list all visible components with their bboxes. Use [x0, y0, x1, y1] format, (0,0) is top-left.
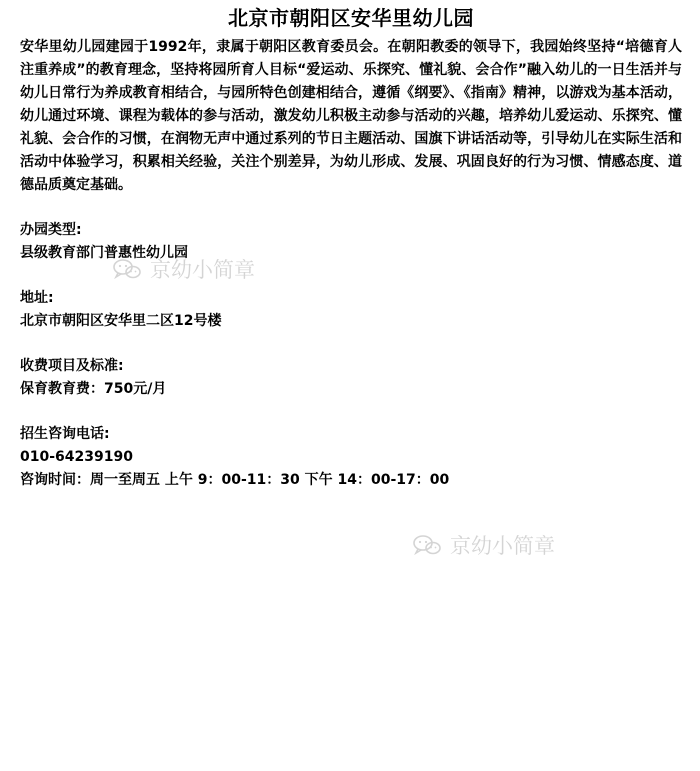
school-type-value: 县级教育部门普惠性幼儿园 — [20, 245, 188, 261]
enrollment-phone: 010-64239190 — [20, 449, 133, 465]
watermark-text: 京幼小简章 — [150, 258, 255, 282]
enrollment-section — [20, 423, 682, 492]
school-type-section — [20, 219, 682, 265]
page-title: 北京市朝阳区安华里幼儿园 — [228, 6, 474, 30]
watermark — [412, 530, 555, 560]
document-page — [20, 4, 682, 492]
fees-value: 保育教育费：750元/月 — [20, 381, 167, 397]
enrollment-label: 招生咨询电话: — [20, 426, 110, 442]
address-value: 北京市朝阳区安华里二区12号楼 — [20, 313, 222, 329]
enrollment-hours: 咨询时间：周一至周五 上午 9：00-11：30 下午 14：00-17：00 — [20, 472, 450, 488]
watermark-text: 京幼小简章 — [450, 534, 555, 558]
fees-label: 收费项目及标准: — [20, 358, 124, 374]
wechat-icon — [412, 534, 442, 556]
address-section — [20, 287, 682, 333]
intro-paragraph: 安华里幼儿园建园于1992年，隶属于朝阳区教育委员会。在朝阳教委的领导下，我园始终坚持“培德育人 注重养成”的教育理念，坚持将园所育人目标“爱运动、乐探究、懂礼貌、会合作”融入幼儿的一日生活并与幼儿日常行为养成教育相结合，与园所特色创建相结合，遵循《纲要》、《指南》精神，以游戏为基本活动，幼儿通过环境、课程为载体的参与活动，激发幼儿积极主动参与活动的兴趣，培养幼儿爱运动、乐探究、懂礼貌、会合作的习惯，在润物无声中通过系列的节日主题活动、国旗下讲话活动等，引导幼儿在实际生活和活动中体验学习，积累相关经验，关注个别差异，为幼儿形成、发展、巩固良好的行为习惯、情感态度、道德品质奠定基础。 — [20, 39, 682, 193]
school-type-label: 办园类型: — [20, 222, 82, 238]
address-label: 地址: — [20, 290, 54, 306]
fees-section — [20, 355, 682, 401]
